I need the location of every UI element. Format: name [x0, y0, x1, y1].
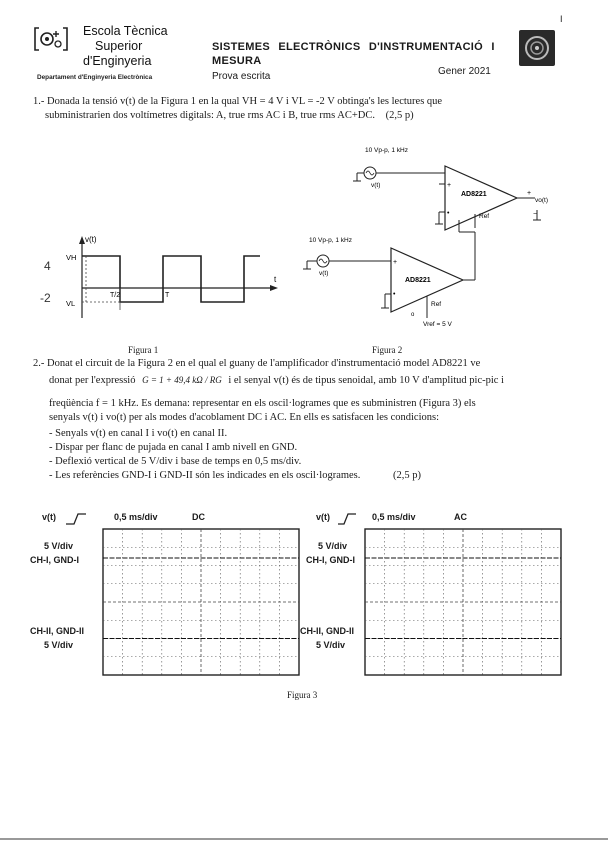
question-2-line2-pre: donat per l'expressió — [49, 375, 136, 386]
gear-icon — [33, 26, 69, 52]
svg-text:+: + — [393, 259, 398, 266]
scope-ac-ch1-ref: CH-I, GND-I — [306, 555, 355, 565]
fig2-vref-label: Vref = 5 V — [423, 321, 452, 328]
university-seal — [519, 30, 555, 66]
fig1-handwritten-4: 4 — [44, 259, 51, 273]
gain-formula: G = 1 + 49,4 kΩ / RG — [142, 375, 222, 385]
fig2-ref2-label: Ref — [431, 301, 442, 308]
fig2-ref1-label: Ref — [479, 213, 490, 220]
school-name — [77, 24, 187, 69]
scope-ac-timebase: 0,5 ms/div — [372, 512, 416, 522]
svg-text:+: + — [447, 182, 452, 189]
question-1-line1: 1.- Donada la tensió v(t) de la Figura 1 en la qual VH = 4 V i VL = -2 V obtinga's les lectures que — [33, 96, 443, 107]
exam-date: Gener 2021 — [438, 66, 491, 77]
svg-text:o: o — [411, 312, 415, 318]
fig1-half-period-label: T/2 — [110, 292, 121, 299]
question-2-line1: 2.- Donat el circuit de la Figura 2 en el qual el guany de l'amplificador d'instrumentació model AD8221 ve — [33, 358, 481, 369]
scope-ac-coupling: AC — [454, 512, 467, 522]
fig1-time-label: t — [274, 275, 277, 284]
scope-ac-ch1-scale: 5 V/div — [318, 541, 348, 551]
trigger-rising-edge-icon — [28, 510, 88, 528]
scope-ac-graticule[interactable] — [364, 528, 562, 676]
question-2-points: (2,5 p) — [393, 470, 422, 481]
fig2-src1-name: v(t) — [371, 182, 381, 189]
department: Departament d'Enginyeria Electrònica — [37, 74, 153, 81]
course-title-line2: MESURA — [212, 55, 262, 67]
bullet-item: - Les referències GND-I i GND-II són les indicades en els oscil·logrames. — [49, 470, 361, 481]
question-2-bullets — [33, 427, 578, 483]
svg-text:•: • — [447, 210, 450, 217]
figure-3-caption: Figura 3 — [287, 690, 318, 700]
figure-1-waveform — [30, 230, 290, 325]
question-1 — [33, 95, 573, 123]
svg-text:•: • — [393, 291, 396, 298]
fig1-vl-label: VL — [66, 299, 76, 308]
question-2-line2-post: i el senyal v(t) és de tipus senoidal, amb 10 V d'amplitud pic-pic i — [228, 375, 504, 386]
scope-dc-ch2-ref: CH-II, GND-II — [30, 626, 84, 636]
fig2-amp2-name: AD8221 — [405, 277, 431, 284]
scope-ac-trigger: v(t) — [316, 512, 330, 522]
question-2-line4: senyals v(t) i vo(t) per als modes d'acoblament DC i AC. En ells es satisfacen les condicions: — [49, 412, 440, 423]
scope-dc-trigger: v(t) — [42, 512, 56, 522]
fig1-handwritten-minus2: -2 — [40, 291, 51, 305]
fig2-amp1-symbol — [445, 166, 517, 230]
scope-ac-ch2-scale: 5 V/div — [316, 640, 346, 650]
fig2-src2-name: v(t) — [319, 270, 329, 277]
scope-dc-ch1-scale: 5 V/div — [44, 541, 74, 551]
school-name-line1: Escola Tècnica — [83, 24, 168, 38]
bullet-item: - Dispar per flanc de pujada en canal I amb nivell en GND. — [49, 442, 298, 453]
figure-1-caption: Figura 1 — [128, 345, 159, 355]
page-bottom-edge — [0, 838, 608, 840]
course-title-line1: SISTEMES ELECTRÒNICS D'INSTRUMENTACIÓ I — [212, 41, 495, 53]
svg-text:−: − — [533, 211, 538, 218]
svg-text:+: + — [527, 190, 532, 197]
fig2-src1-label: 10 Vp-p, 1 kHz — [365, 147, 408, 154]
scope-dc-coupling: DC — [192, 512, 205, 522]
school-name-line3: d'Enginyeria — [83, 54, 152, 68]
question-1-points: (2,5 p) — [385, 110, 414, 121]
fig2-out-label: vo(t) — [535, 197, 548, 204]
bullet-item: - Deflexió vertical de 5 V/div i base de temps en 0,5 ms/div. — [49, 456, 302, 467]
scope-ac — [298, 510, 578, 680]
question-2-line3: freqüència f = 1 kHz. Es demana: representar en els oscil·logrames que es subministren (Figura 3) els — [49, 398, 476, 409]
school-name-line2: Superior — [95, 39, 143, 53]
fig1-signal-label: v(t) — [85, 235, 97, 244]
seal-icon — [519, 30, 555, 66]
scope-dc-graticule[interactable] — [102, 528, 300, 676]
figure-2-circuit — [295, 140, 570, 340]
fig2-src2-label: 10 Vp-p, 1 kHz — [309, 237, 352, 244]
figure-2-caption: Figura 2 — [372, 345, 403, 355]
question-2 — [33, 357, 578, 483]
scope-dc-ch2-scale: 5 V/div — [44, 640, 74, 650]
page-mark: I — [560, 14, 563, 24]
scope-dc-timebase: 0,5 ms/div — [114, 512, 158, 522]
scope-dc-ch1-ref: CH-I, GND-I — [30, 555, 79, 565]
bullet-item: - Senyals v(t) en canal I i vo(t) en canal II. — [49, 428, 228, 439]
scope-dc — [28, 510, 308, 680]
scope-ac-ch2-ref: CH-II, GND-II — [300, 626, 354, 636]
logo — [33, 26, 69, 52]
exam-type: Prova escrita — [212, 71, 271, 82]
question-1-line2: subministrarien dos voltímetres digitals: A, true rms AC i B, true rms AC+DC. — [45, 110, 375, 121]
fig1-vh-label: VH — [66, 253, 77, 262]
fig2-amp1-name: AD8221 — [461, 191, 487, 198]
fig1-period-label: T — [165, 292, 170, 299]
